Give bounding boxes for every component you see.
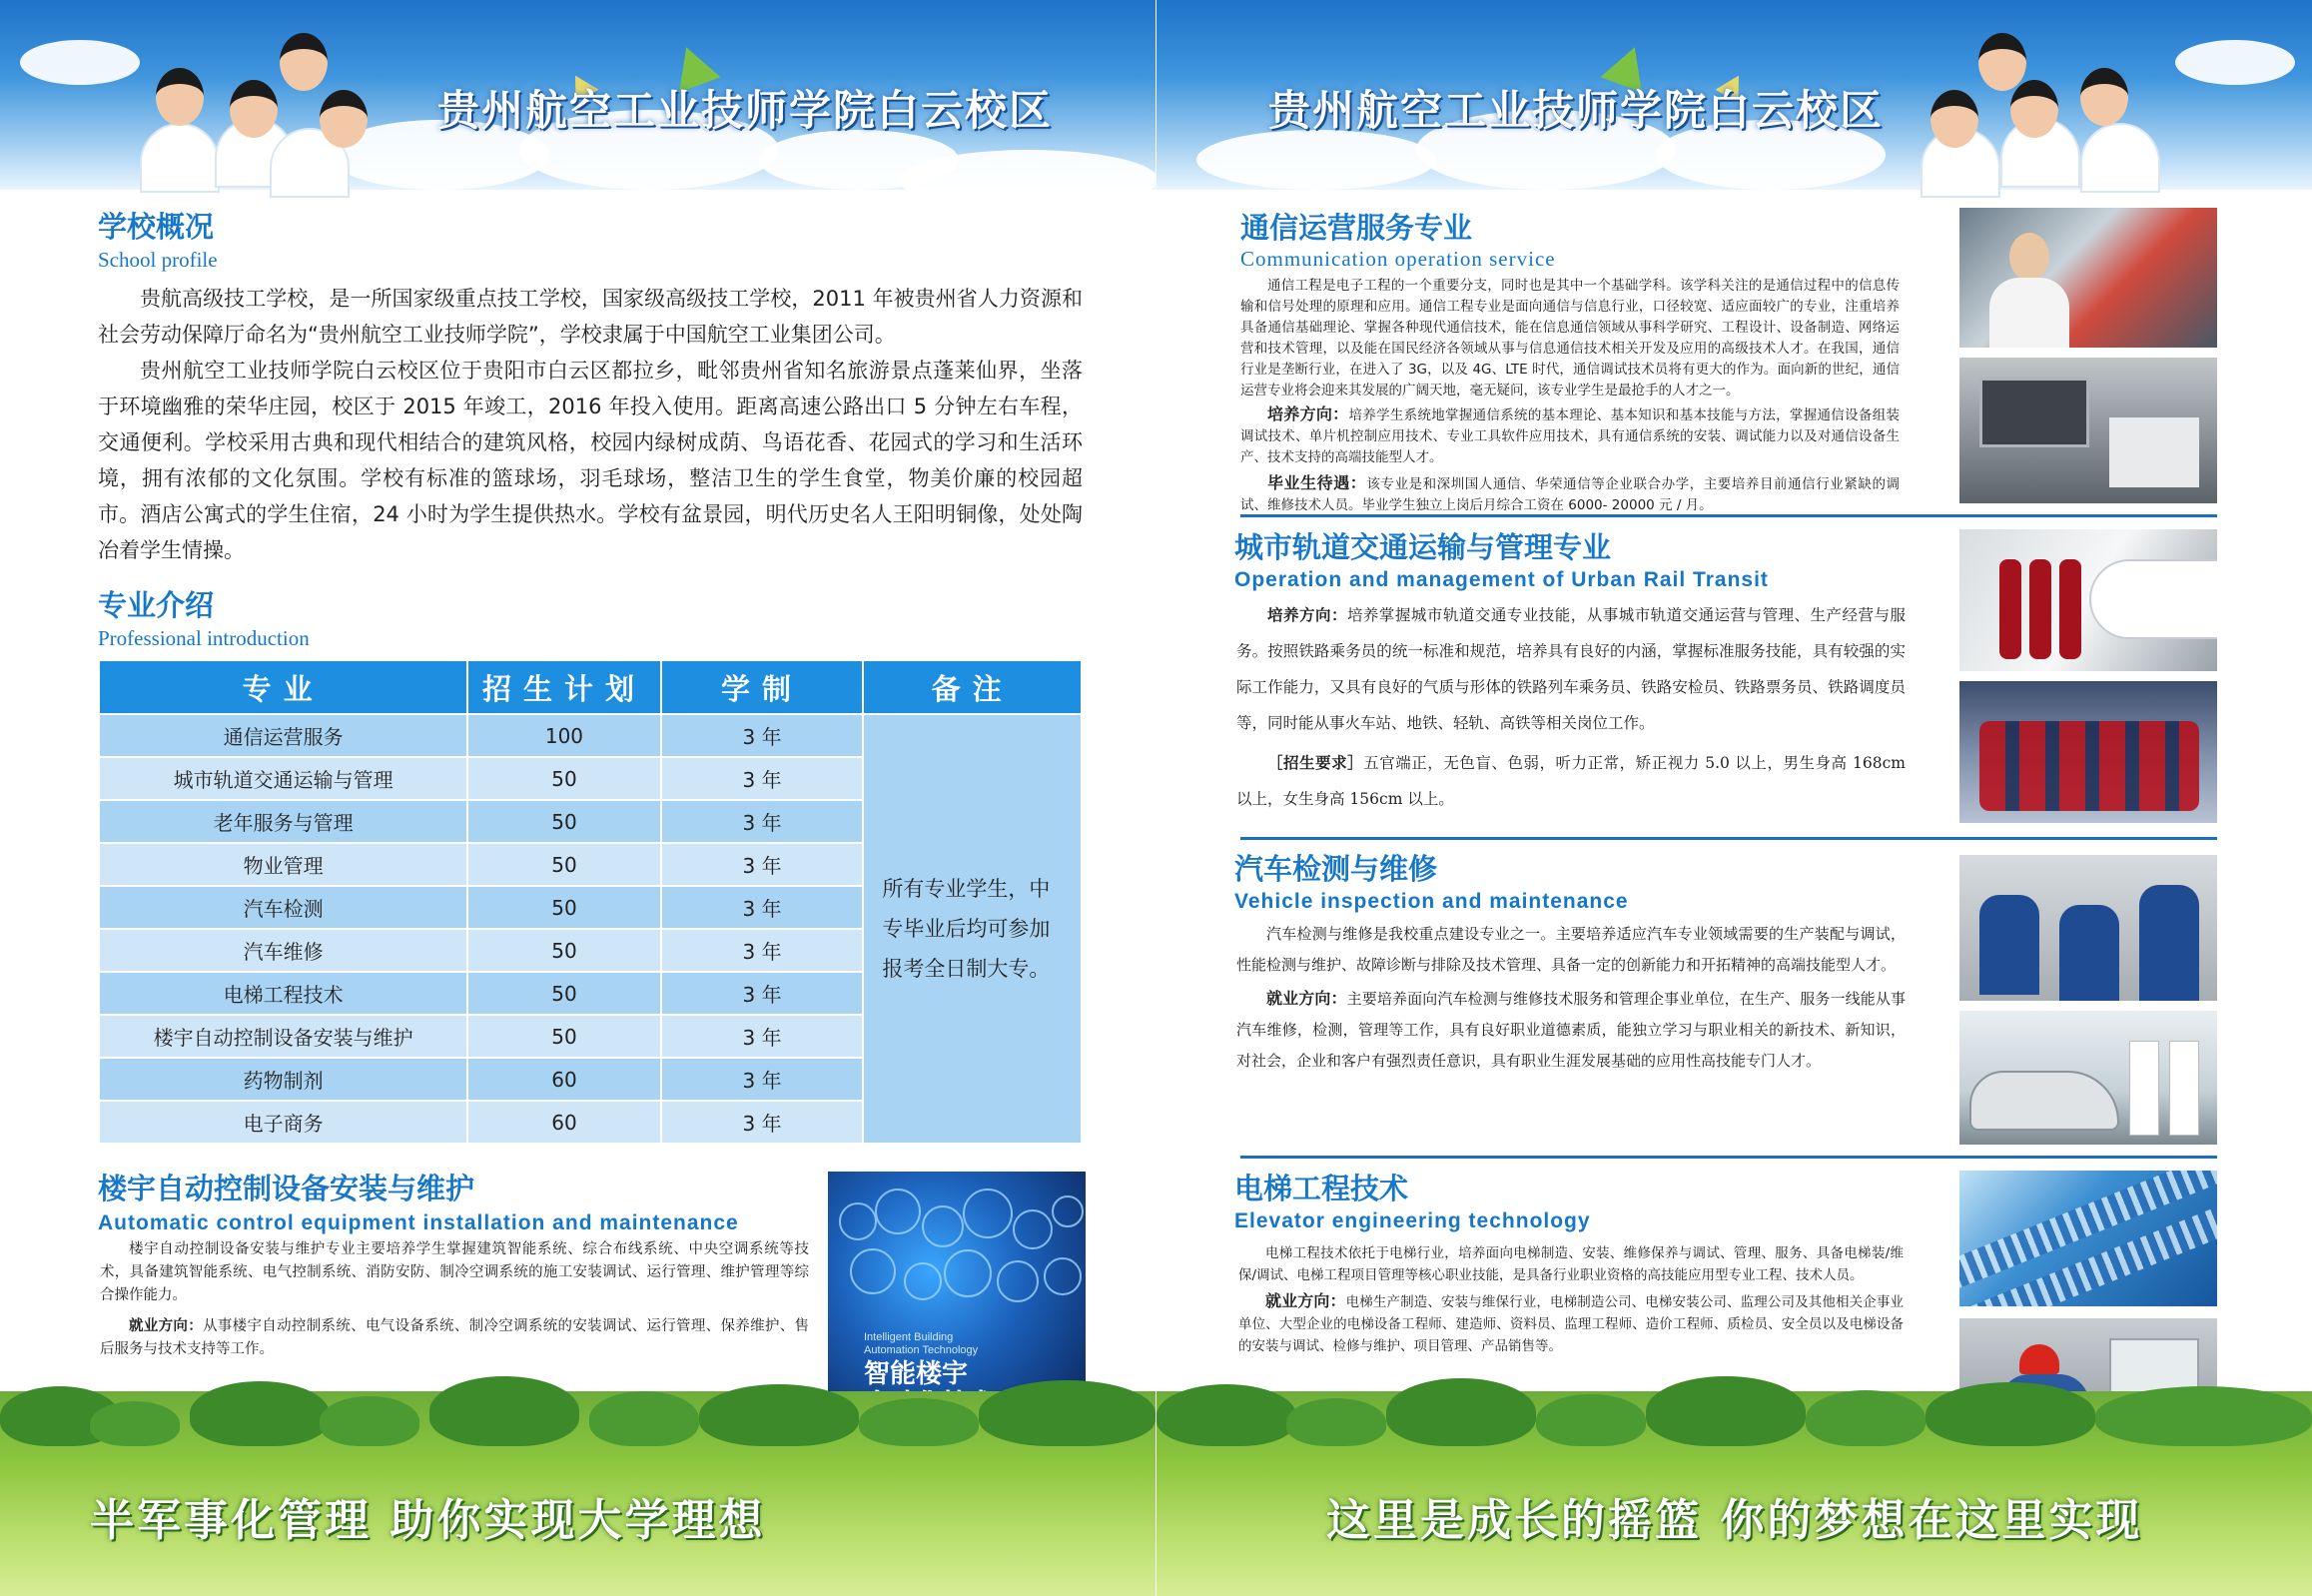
section-divider: [1240, 514, 2217, 517]
elevator-title-en: Elevator engineering technology: [1234, 1209, 1591, 1232]
water-cube-pattern: [828, 1182, 1086, 1341]
elevator-photo-1: [1959, 1171, 2217, 1306]
auto-title-cn: 汽车检测与维修: [1234, 852, 1438, 886]
cell-note: 所有专业学生，中专毕业后均可参加报考全日制大专。: [863, 714, 1082, 1144]
auto-title-en: Vehicle inspection and maintenance: [1234, 890, 1629, 913]
students-photo: [120, 28, 419, 188]
cell-plan: 50: [467, 972, 661, 1015]
header-duration: 学制: [661, 660, 864, 714]
elevator-p2-text: 电梯生产制造、安装与维保行业，电梯制造公司、电梯安装公司、监理公司及其他相关企事业单位、大型企业的电梯设备工程师、建造师、资料员、监理工程师、造价工程师、质检员、安全员以及电梯设备的安装与调试、检修与维护、项目管理、产品销售等。: [1238, 1294, 1904, 1354]
telecom-p2-text: 培养学生系统地掌握通信系统的基本理论、基本知识和基本技能与方法，掌握通信设备组装调试技术、单片机控制应用技术、专业工具软件应用技术，具有通信系统的安装、调试能力以及对通信设备生产、技术支持的高端技能型人才。: [1240, 407, 1900, 465]
building-p2-label: 就业方向：: [129, 1318, 204, 1334]
banner-title: 贵州航空工业技师学院白云校区: [437, 86, 1054, 135]
auto-photo-2: [1959, 1011, 2217, 1145]
majors-table: [98, 659, 1083, 1145]
telecom-p3-text: 该专业是和深圳国人通信、华荣通信等企业联合办学，主要培养目前通信行业紧缺的调试、维修技术人员。毕业学生独立上岗后月综合工资在 6000- 20000 元 / 月。: [1240, 476, 1900, 513]
cell-major: 老年服务与管理: [99, 800, 467, 843]
telecom-paragraph-1: 通信工程是电子工程的一个重要分支，同时也是其中一个基础学科。该学科关注的是通信过程中的信息传输和信号处理的原理和应用。通信工程专业是面向通信与信息行业，口径较宽、适应面较广的专业，注重培养具备通信基础理论、掌握各种现代通信技术，能在信息通信领域从事科学研究、工程设计、设备制造、网络运营和技术管理，以及能在国民经济各领域从事与信息通信技术相关开发及应用的高级技术人才。在我国，通信行业是垄断行业，在进入了 3G，以及 4G、LTE 时代，通信调试技术员将有更大的作为。面向新的世纪，通信运营专业将会迎来其发展的广阔天地，毫无疑问，该专业学生是最抢手的人才之一。: [1240, 278, 1900, 399]
rail-photo-2: [1959, 681, 2217, 823]
rail-p2-text: 五官端正，无色盲、色弱，听力正常，矫正视力 5.0 以上，男生身高 168cm 以上，女生身高 156cm 以上。: [1236, 754, 1906, 808]
telecom-paragraph-3: [1240, 472, 1900, 516]
header-note: 备注: [863, 660, 1082, 714]
profile-heading: [98, 205, 218, 273]
elevator-heading: [1234, 1167, 1591, 1233]
cell-duration: 3 年: [661, 1101, 864, 1144]
tree-line: [1156, 1376, 2312, 1446]
cell-plan: 50: [467, 843, 661, 886]
cell-major: 楼宇自动控制设备安装与维护: [99, 1015, 467, 1058]
rail-title-cn: 城市轨道交通运输与管理专业: [1234, 530, 1612, 564]
auto-photo-1: [1959, 855, 2217, 1001]
auto-paragraph-1: 汽车检测与维修是我校重点建设专业之一。主要培养适应汽车专业领域需要的生产装配与调试，性能检测与维护、故障诊断与排除及技术管理、具备一定的创新能力和开拓精神的高端技能型人才。: [1236, 925, 1906, 974]
telecom-text: [1240, 276, 1900, 516]
profile-paragraph-1: 贵航高级技工学校，是一所国家级重点技工学校，国家级高级技工学校，2011 年被贵州省人力资源和社会劳动保障厅命名为“贵州航空工业技师学院”，学校隶属于中国航空工业集团公司。: [98, 287, 1083, 347]
profile-title-cn: 学校概况: [98, 210, 215, 244]
students-photo: [1891, 28, 2190, 188]
elevator-paragraph-2: [1238, 1290, 1904, 1357]
profile-paragraph-2: 贵州航空工业技师学院白云校区位于贵阳市白云区都拉乡，毗邻贵州省知名旅游景点蓬莱仙界，坐落于环境幽雅的荣华庄园，校区于 2015 年竣工，2016 年投入使用。距离高速公路出口 5 分钟左右车程，交通便利。学校采用古典和现代相结合的建筑风格，校园内绿树成荫、鸟语花香、花园式的学习和生活环境，拥有浓郁的文化氛围。学校有标准的篮球场，羽毛球场，整洁卫生的学生食堂，物美价廉的校园超市。酒店公寓式的学生住宿，24 小时为学生提供热水。学校有盆景园，明代历史名人王阳明铜像，处处陶冶着学生情操。: [98, 359, 1083, 562]
elevator-p2-label: 就业方向：: [1265, 1291, 1346, 1310]
building-paragraph-2: [100, 1315, 809, 1361]
auto-paragraph-2: [1236, 983, 1906, 1077]
cell-duration: 3 年: [661, 972, 864, 1015]
image-caption-en-2: Automation Technology: [864, 1344, 979, 1356]
section-divider: [1240, 1156, 2217, 1159]
majors-heading: [98, 583, 310, 651]
cell-plan: 50: [467, 1015, 661, 1058]
cell-plan: 60: [467, 1101, 661, 1144]
rail-photo-1: [1959, 529, 2217, 671]
building-p2-text: 从事楼宇自动控制系统、电气设备系统、制冷空调系统的安装调试、运行管理、保养维护、售后服务与技术支持等工作。: [100, 1318, 810, 1357]
telecom-photo-2: [1959, 358, 2217, 503]
right-page: [1156, 0, 2312, 1596]
telecom-p2-label: 培养方向：: [1267, 404, 1349, 423]
building-title-en: Automatic control equipment installation and maintenance: [98, 1211, 739, 1234]
elevator-paragraph-1: 电梯工程技术依托于电梯行业，培养面向电梯制造、安装、维修保养与调试、管理、服务、具备电梯装/维保/调试、电梯工程项目管理等核心职业技能，是具备行业职业资格的高技能应用型专业工程、技术人员。: [1238, 1245, 1904, 1283]
rail-p1-label: 培养方向：: [1267, 605, 1347, 624]
rail-text: [1236, 597, 1906, 817]
cell-major: 汽车检测: [99, 886, 467, 929]
header-plan: 招生计划: [467, 660, 661, 714]
cell-duration: 3 年: [661, 929, 864, 972]
cell-major: 汽车维修: [99, 929, 467, 972]
footer-slogan: 这里是成长的摇篮 你的梦想在这里实现: [1326, 1495, 2143, 1546]
cell-plan: 60: [467, 1058, 661, 1101]
building-paragraph-1: 楼宇自动控制设备安装与维护专业主要培养学生掌握建筑智能系统、综合布线系统、中央空调系统等技术，具备建筑智能系统、电气控制系统、消防安防、制冷空调系统的施工安装调试、运行管理、维护管理等综合操作能力。: [100, 1241, 809, 1303]
cell-major: 城市轨道交通运输与管理: [99, 757, 467, 800]
cell-duration: 3 年: [661, 886, 864, 929]
building-text: [100, 1238, 809, 1361]
auto-p2-text: 主要培养面向汽车检测与维修技术服务和管理企事业单位，在生产、服务一线能从事汽车维修，检测，管理等工作，具有良好职业道德素质，能独立学习与职业相关的新技术、新知识，对社会，企业和客户有强烈责任意识，具有职业生涯发展基础的应用性高技能专门人才。: [1236, 990, 1906, 1070]
cell-major: 药物制剂: [99, 1058, 467, 1101]
telecom-p3-label: 毕业生待遇：: [1267, 473, 1367, 492]
majors-title-cn: 专业介绍: [98, 588, 215, 622]
rail-paragraph-1: [1236, 597, 1906, 741]
telecom-heading: [1240, 206, 1556, 272]
telecom-paragraph-2: [1240, 403, 1900, 468]
image-caption-en-1: Intelligent Building: [864, 1331, 954, 1343]
cell-duration: 3 年: [661, 714, 864, 757]
profile-title-en: School profile: [98, 248, 218, 272]
cell-duration: 3 年: [661, 1015, 864, 1058]
image-caption-cn-1: 智能楼宇: [864, 1359, 969, 1389]
cell-plan: 50: [467, 929, 661, 972]
rail-p2-label: ［招生要求］: [1267, 753, 1364, 772]
cell-plan: 50: [467, 757, 661, 800]
telecom-title-cn: 通信运营服务专业: [1240, 211, 1473, 245]
rail-p1-text: 培养掌握城市轨道交通专业技能，从事城市轨道交通运营与管理、生产经营与服务。按照铁路乘务员的统一标准和规范，培养具有良好的内涵，掌握标准服务技能，具有较强的实际工作能力，又具有良好的气质与形体的铁路列车乘务员、铁路安检员、铁路票务员、铁路调度员等，同时能从事火车站、地铁、轻轨、高铁等相关岗位工作。: [1236, 606, 1906, 732]
profile-text: [98, 281, 1083, 568]
telecom-title-en: Communication operation service: [1240, 247, 1556, 271]
cell-duration: 3 年: [661, 757, 864, 800]
tree-line: [0, 1376, 1156, 1446]
cell-major: 物业管理: [99, 843, 467, 886]
majors-title-en: Professional introduction: [98, 626, 310, 650]
cell-major: 通信运营服务: [99, 714, 467, 757]
elevator-text: [1238, 1242, 1904, 1357]
banner-title: 贵州航空工业技师学院白云校区: [1268, 86, 1885, 135]
cell-major: 电子商务: [99, 1101, 467, 1144]
section-divider: [1240, 837, 2217, 840]
cell-plan: 50: [467, 800, 661, 843]
building-heading: [98, 1167, 739, 1235]
rail-title-en: Operation and management of Urban Rail Transit: [1234, 568, 1769, 591]
cell-major: 电梯工程技术: [99, 972, 467, 1015]
cell-duration: 3 年: [661, 843, 864, 886]
auto-text: [1236, 919, 1906, 1077]
table-row: [99, 714, 1082, 757]
telecom-photo-1: [1959, 208, 2217, 348]
cell-duration: 3 年: [661, 1058, 864, 1101]
elevator-title-cn: 电梯工程技术: [1234, 1172, 1409, 1205]
rail-paragraph-2: [1236, 745, 1906, 817]
cell-plan: 50: [467, 886, 661, 929]
table-header-row: [99, 660, 1082, 714]
auto-heading: [1234, 847, 1629, 914]
cell-duration: 3 年: [661, 800, 864, 843]
auto-p2-label: 就业方向：: [1266, 989, 1347, 1008]
building-title-cn: 楼宇自动控制设备安装与维护: [98, 1172, 475, 1205]
header-major: 专业: [99, 660, 467, 714]
cell-plan: 100: [467, 714, 661, 757]
footer-slogan: 半军事化管理 助你实现大学理想: [90, 1495, 766, 1546]
rail-heading: [1234, 525, 1769, 592]
